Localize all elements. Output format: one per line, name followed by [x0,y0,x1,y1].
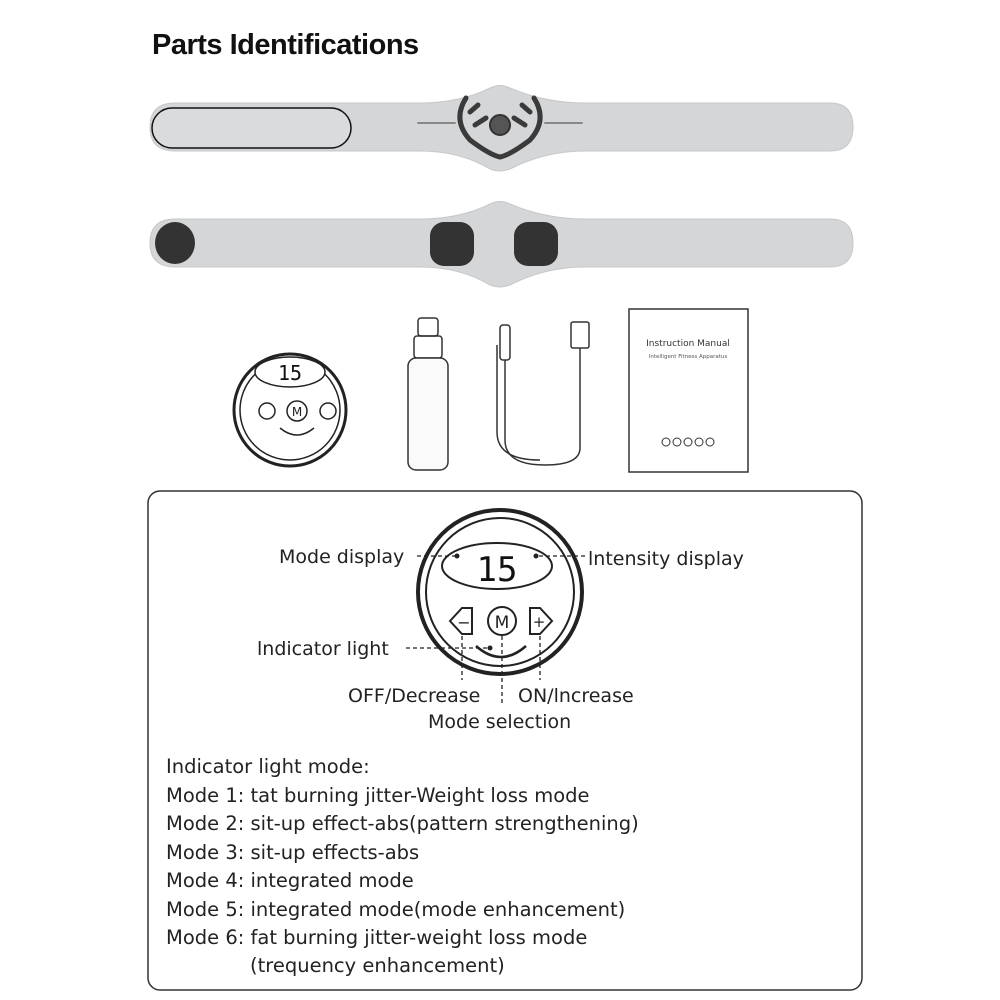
usb-cable [497,322,589,465]
electrode-round [155,222,195,264]
mode-selection-label: Mode selection [428,711,572,733]
small-display-value: 15 [277,361,303,385]
spray-bottle [408,318,448,470]
mode-item: Mode 5: integrated mode(mode enhancement) [166,898,626,921]
controller-small [234,354,346,466]
indicator-light-label: lndicator light [257,638,389,660]
mode-display-label: Mode display [279,546,405,568]
svg-text:M: M [291,405,303,419]
mode-item: Mode 2: sit-up effect-abs(pattern strengthening) [166,812,639,835]
mode-item: Mode 1: tat burning jitter-Weight loss mode [166,784,590,807]
mode-item: Mode 6: fat burning jitter-weight loss mode [166,926,588,949]
mode-item: Mode 3: sit-up effects-abs [166,841,420,864]
page-title: Parts Identifications [152,29,419,61]
mode-list-heading: Indicator light mode: [166,755,370,778]
belt-pocket [152,108,351,148]
electrode-pad-left [430,222,474,266]
instruction-manual [629,309,748,472]
belt-back [150,202,853,288]
intensity-display-label: lntensity display [588,548,744,570]
mode-item: Mode 4: integrated mode [166,869,414,892]
electrode-pad-right [514,222,558,266]
svg-text:+: + [532,613,546,631]
svg-text:Intelligent Fitness Apparatus: Intelligent Fitness Apparatus [648,354,728,360]
off-decrease-label: OFF/Decrease [348,685,481,707]
mode-item-continuation: (trequency enhancement) [250,954,505,977]
on-increase-label: ON/lncrease [518,685,634,707]
svg-text:Instruction Manual: Instruction Manual [646,339,730,349]
intensity-display-value: 15 [476,550,518,590]
svg-text:M: M [494,613,510,633]
svg-text:−: − [457,613,471,632]
controller-large [418,510,582,674]
belt-front [150,86,853,172]
